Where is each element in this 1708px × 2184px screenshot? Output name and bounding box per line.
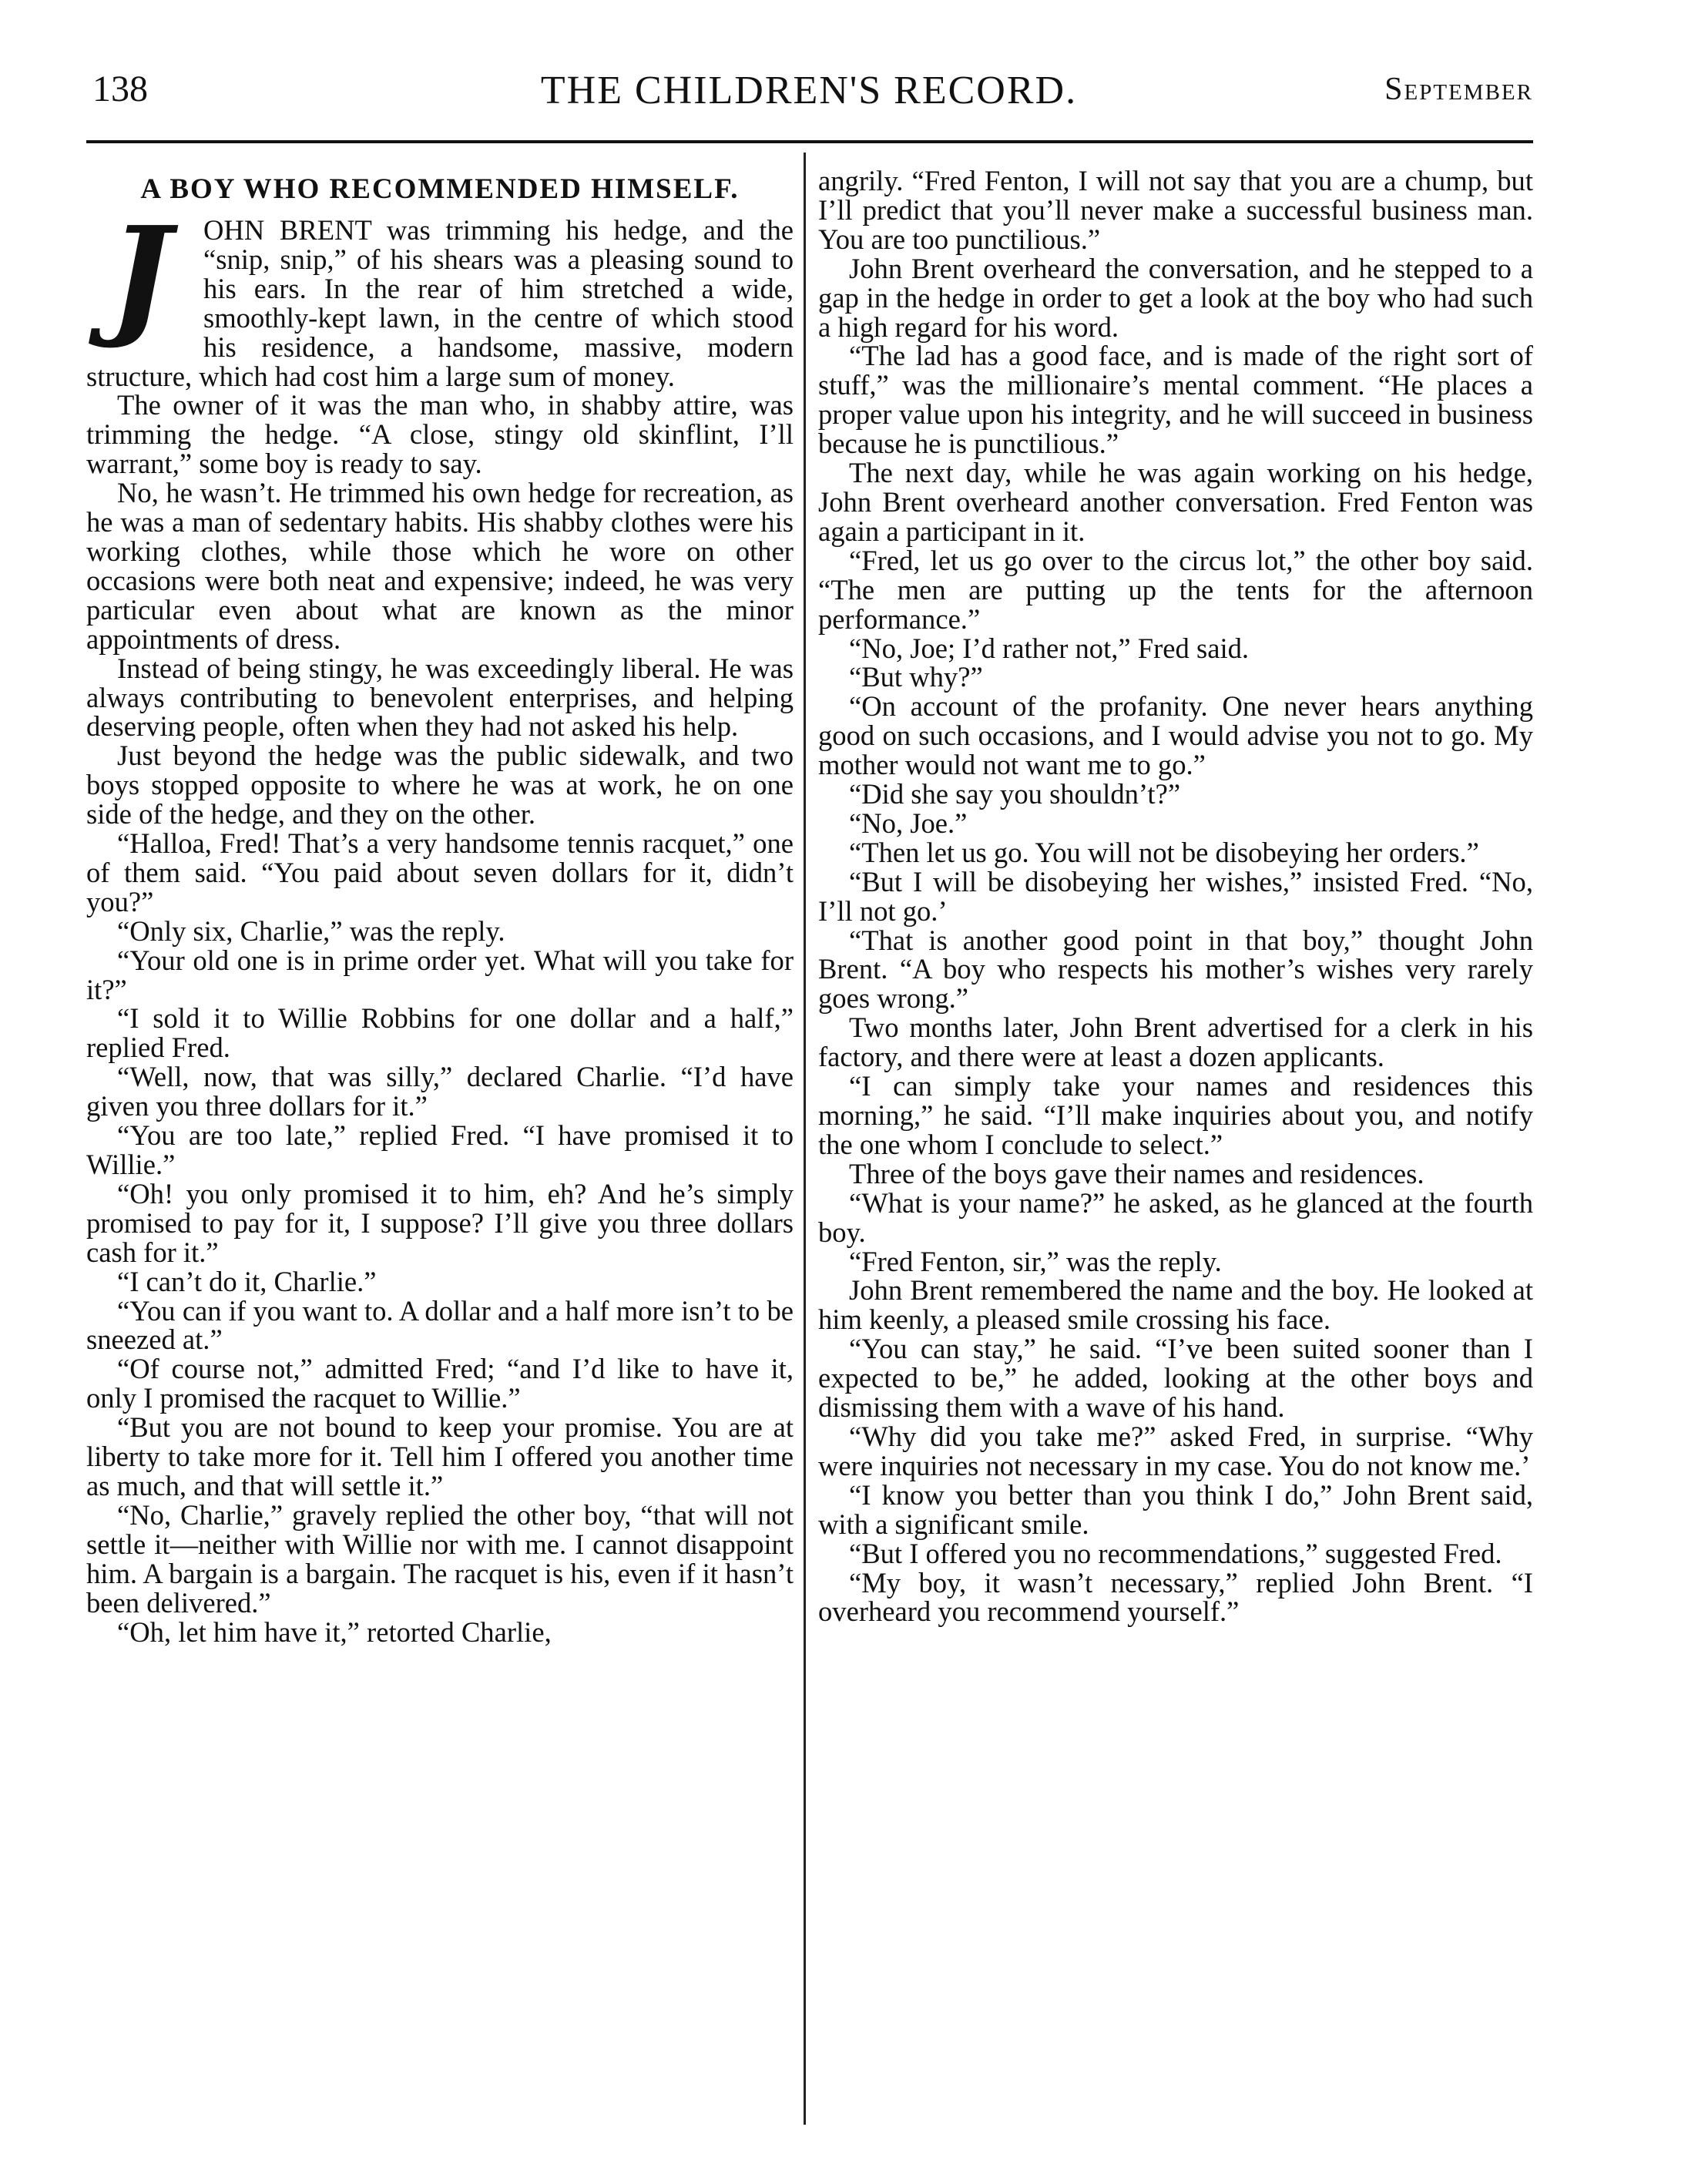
paragraph: “You are too late,” replied Fred. “I have promised it to Willie.” [86,1119,794,1180]
header-rule [86,140,1533,143]
paragraph: “Only six, Charlie,” was the reply. [117,914,505,947]
paragraph: “Of course not,” admitted Fred; “and I’d like to have it, only I promised the racquet to Willie.” [86,1353,794,1414]
paragraph: “But I offered you no recommendations,” suggested Fred. [849,1537,1502,1569]
paragraph: “You can stay,” he said. “I’ve been suited sooner than I expected to be,” he added, looking at the other boys and dismissing them with a wave of his hand. [818,1333,1533,1424]
publication-title: THE CHILDREN'S RECORD. [540,69,1078,112]
drop-cap: J [109,198,172,352]
paragraph: “Fred, let us go over to the circus lot,” the other boy said. “The men are putting up the tents for the afternoon performance.” [818,544,1533,635]
paragraph: “My boy, it wasn’t necessary,” replied John Brent. “I overheard you recommend yourself.” [818,1566,1533,1628]
paragraph: “I can’t do it, Charlie.” [117,1265,377,1297]
page-header [85,68,1533,122]
paragraph: “No, Joe; I’d rather not,” Fred said. [849,632,1250,664]
paragraph: “But you are not bound to keep your promise. You are at liberty to take more for it. Tell him I offered you another time as much, and that will settle it.” [86,1411,794,1501]
paragraph: “The lad has a good face, and is made of the right sort of stuff,” was the millionaire’s mental comment. “He places a proper value upon his integrity, and he will succeed in business because he is punctilious.” [818,340,1533,460]
paragraph: “Then let us go. You will not be disobeying her orders.” [849,836,1479,868]
paragraph: John Brent overheard the conversation, and he stepped to a gap in the hedge in order to get a look at the boy who had such a high regard for his word. [818,252,1533,343]
paragraph: “That is another good point in that boy,” thought John Brent. “A boy who respects his mother’s wishes very rarely goes wrong.” [818,924,1533,1015]
paragraph: “But why?” [849,661,983,693]
column-divider [804,153,806,2125]
paragraph: “Well, now, that was silly,” declared Charlie. “I’d have given you three dollars for it.” [86,1061,794,1122]
paragraph: “You can if you want to. A dollar and a half more isn’t to be sneezed at.” [86,1294,794,1356]
paragraph: “Did she say you shouldn’t?” [849,778,1181,810]
paragraph: “I sold it to Willie Robbins for one dollar and a half,” replied Fred. [86,1002,794,1064]
paragraph: Instead of being stingy, he was exceedingly liberal. He was always contributing to benevolent enterprises, and helping deserving people, often when they had not asked his help. [86,652,794,743]
paragraph: “Oh! you only promised it to him, eh? And he’s simply promised to pay for it, I suppose? I’ll give you three dollars cash for it.” [86,1177,794,1268]
paragraph: OHN BRENT was trimming his hedge, and the “snip, snip,” of his shears was a pleasing sound to his ears. In the rear of him stretched a wide, smoothly-kept lawn, in the centre of which stood his residence, a handsome, massive, modern structure, which had cost him a large sum of money. [86,214,794,392]
issue-month: September [1384,72,1533,107]
article-title: A BOY WHO RECOMMENDED HIMSELF. [140,173,740,205]
paragraph: “Fred Fenton, sir,” was the reply. [849,1245,1222,1277]
paragraph: Two months later, John Brent advertised for a clerk in his factory, and there were at least a dozen applicants. [818,1011,1533,1073]
paragraph: Three of the boys gave their names and residences. [849,1157,1424,1189]
right-column [818,166,1533,1626]
paragraph: “No, Joe.” [849,807,968,839]
page-number: 138 [92,69,148,109]
paragraph: “Oh, let him have it,” retorted Charlie, [117,1615,552,1648]
paragraph: “Why did you take me?” asked Fred, in surprise. “Why were inquiries not necessary in my case. You do not know me.’ [818,1420,1533,1481]
paragraph: “On account of the profanity. One never hears anything good on such occasions, and I would advise you not to go. My mother would not want me to go.” [818,690,1533,781]
paragraph: angrily. “Fred Fenton, I will not say that you are a chump, but I’ll predict that you’ll never make a successful business man. You are too punctilious.” [818,165,1533,255]
paragraph: “I can simply take your names and residences this morning,” he said. “I’ll make inquiries about you, and notify the one whom I conclude to select.” [818,1070,1533,1160]
paragraph: “But I will be disobeying her wishes,” insisted Fred. “No, I’ll not go.’ [818,865,1533,927]
paragraph: The next day, while he was again working on his hedge, John Brent overheard another conversation. Fred Fenton was again a participant in it. [818,457,1533,547]
paragraph: No, he wasn’t. He trimmed his own hedge for recreation, as he was a man of sedentary habits. His shabby clothes were his working clothes, while those which he wore on other occasions were both neat and expensive; indeed, he was very particular even about what are known as the minor appointments of dress. [86,477,794,655]
paragraph: “Halloa, Fred! That’s a very handsome tennis racquet,” one of them said. “You paid about seven dollars for it, didn’t you?” [86,827,794,918]
left-column [86,166,794,1646]
paragraph: “Your old one is in prime order yet. What will you take for it?” [86,944,794,1005]
paragraph: “What is your name?” he asked, as he glanced at the fourth boy. [818,1186,1533,1248]
paragraph: “I know you better than you think I do,” John Brent said, with a significant smile. [818,1478,1533,1540]
paragraph: “No, Charlie,” gravely replied the other boy, “that will not settle it—neither with Willie nor with me. I cannot disappoint him. A bargain is a bargain. The racquet is his, even if it hasn’t been delivered.” [86,1498,794,1619]
paragraph: John Brent remembered the name and the boy. He looked at him keenly, a pleased smile crossing his face. [818,1274,1533,1336]
paragraph: The owner of it was the man who, in shabby attire, was trimming the hedge. “A close, stingy old skinflint, I’ll warrant,” some boy is ready to say. [86,389,794,480]
paragraph: Just beyond the hedge was the public sidewalk, and two boys stopped opposite to where he was at work, he on one side of the hedge, and they on the other. [86,740,794,830]
